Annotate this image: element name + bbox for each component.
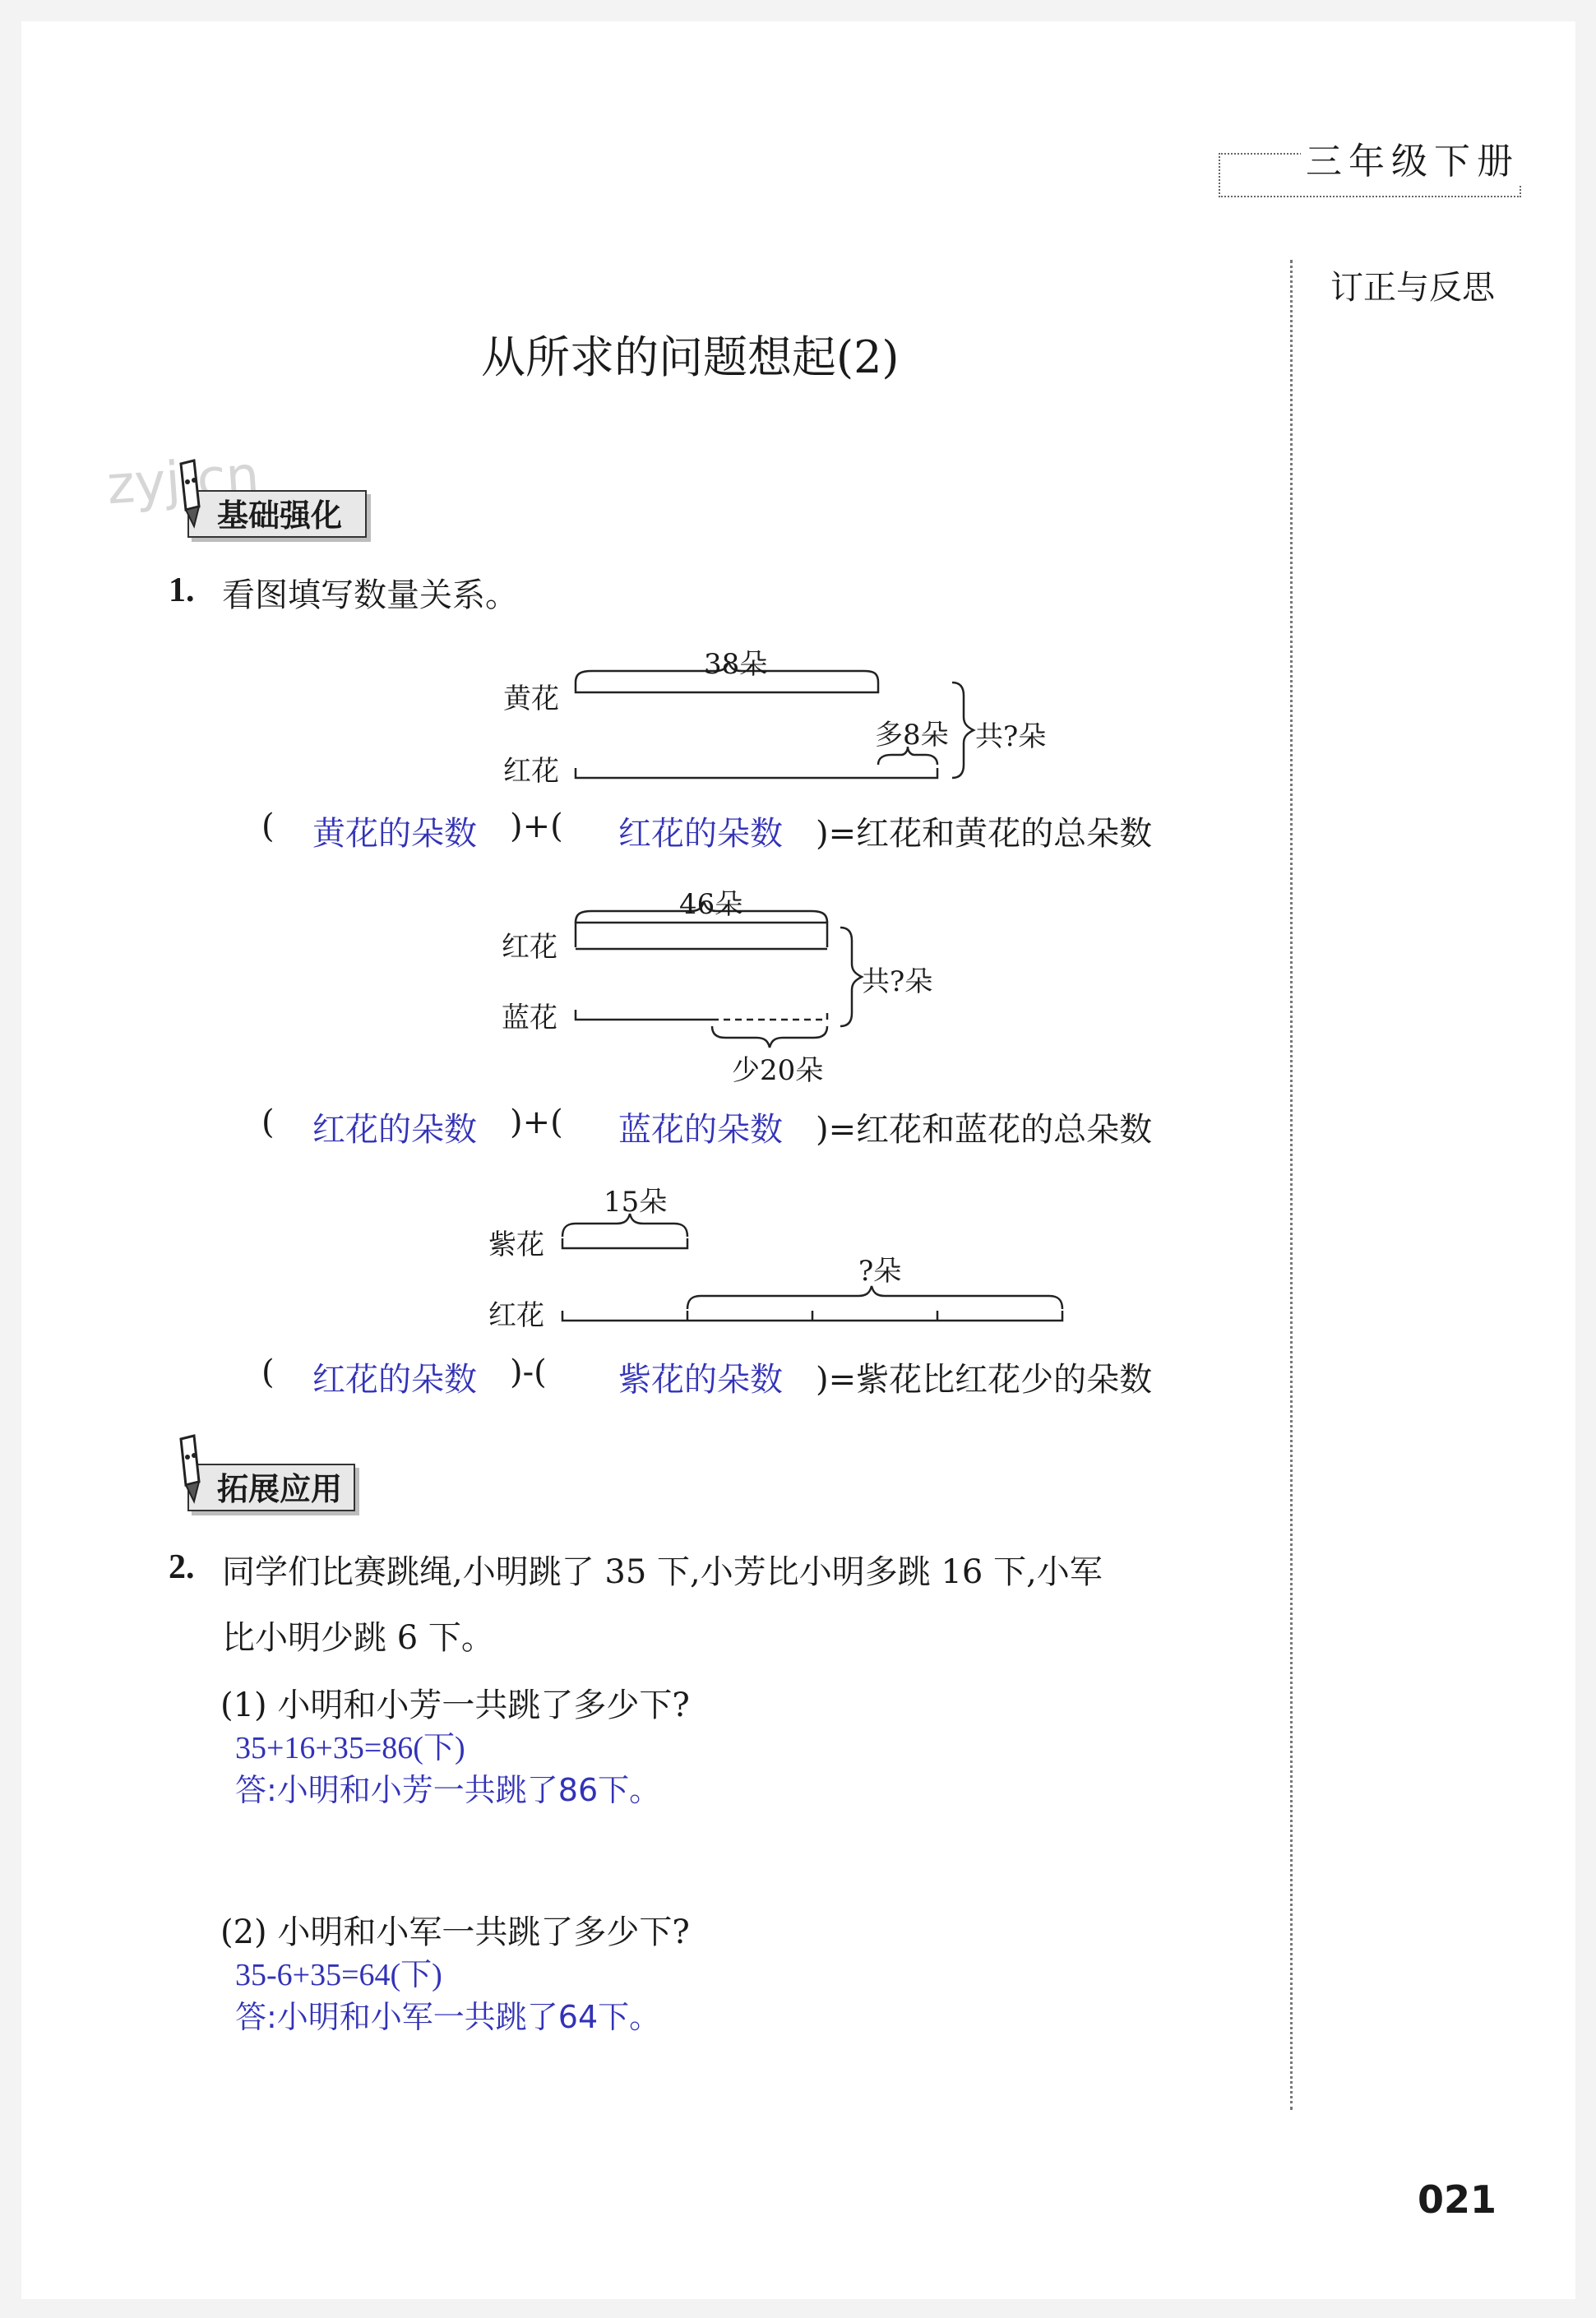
d1-top-bar [576,682,878,692]
eq1-result: )=红花和黄花的总朵数 [816,815,1153,853]
d2-bottom-bar [576,1010,712,1020]
eq2-open: ( [261,1103,275,1141]
q2-sub1-answer: 答:小明和小芳一共跳了86下。 [235,1772,661,1808]
d3-label-purple: 紫花 [488,1228,544,1261]
section-basic-label: 基础强化 [217,497,343,534]
d1-label-yellow: 黄花 [503,682,559,715]
d1-top-value: 38朵 [704,648,768,681]
d2-dashed-bar [712,1010,827,1020]
d2-label-red: 红花 [502,931,557,964]
pencil-icon-2 [166,1432,215,1506]
correction-title: 订正与反思 [1330,269,1495,307]
eq1-operator: )+( [510,807,563,845]
eq1-answer1: 黄花的朵数 [312,815,477,853]
q1-number: 1. [169,571,195,609]
eq2-operator: )+( [510,1103,563,1141]
d2-total-brace [840,928,862,1026]
eq1-open: ( [261,807,275,845]
d1-bottom-bar [576,768,937,778]
d3-question-label: ?朵 [858,1255,902,1288]
d2-diff-brace [712,1026,827,1048]
page-number: 021 [1418,2177,1497,2222]
eq2-answer1: 红花的朵数 [312,1111,477,1149]
eq3-answer2: 紫花的朵数 [618,1361,783,1399]
eq3-operator: )-( [510,1353,547,1391]
q2-sub1-question: (1) 小明和小芳一共跳了多少下? [220,1686,690,1724]
q1-text: 看图填写数量关系。 [222,576,518,614]
d2-total-label: 共?朵 [862,965,933,998]
d1-diff-label: 多8朵 [875,719,949,752]
q2-text-line2: 比小明少跳 6 下。 [222,1619,494,1657]
grade-label: 三年级下册 [1301,132,1524,184]
d2-top-value: 46朵 [679,888,743,921]
d2-top-bar-outline [576,923,827,947]
d1-total-label: 共?朵 [975,720,1047,753]
q2-text-line1: 同学们比赛跳绳,小明跳了 35 下,小芳比小明多跳 16 下,小军 [222,1553,1103,1591]
q2-sub2-answer: 答:小明和小军一共跳了64下。 [235,1999,661,2035]
q2-number: 2. [169,1548,195,1586]
d3-top-bar [562,1238,687,1248]
d3-question-brace [687,1286,1062,1309]
d1-total-brace [952,682,974,778]
d2-diff-label: 少20朵 [732,1054,824,1087]
q2-sub2-question: (2) 小明和小军一共跳了多少下? [220,1913,690,1951]
eq1-answer2: 红花的朵数 [618,815,783,853]
d3-segment-ticks [687,1311,937,1321]
d3-top-value: 15朵 [604,1186,668,1219]
eq3-result: )=紫花比红花少的朵数 [816,1361,1153,1399]
section-extend-label: 拓展应用 [217,1471,343,1507]
q2-sub2-calc: 35-6+35=64(下) [235,1958,442,1992]
d2-label-blue: 蓝花 [502,1002,557,1034]
eq2-answer2: 蓝花的朵数 [618,1111,783,1149]
d1-label-red: 红花 [503,755,559,788]
d3-label-red: 红花 [488,1299,544,1332]
page-title: 从所求的问题想起(2) [481,331,900,383]
eq3-open: ( [261,1353,275,1391]
q2-sub1-calc: 35+16+35=86(下) [235,1731,465,1765]
eq3-answer1: 红花的朵数 [312,1361,477,1399]
eq2-result: )=红花和蓝花的总朵数 [816,1111,1153,1149]
